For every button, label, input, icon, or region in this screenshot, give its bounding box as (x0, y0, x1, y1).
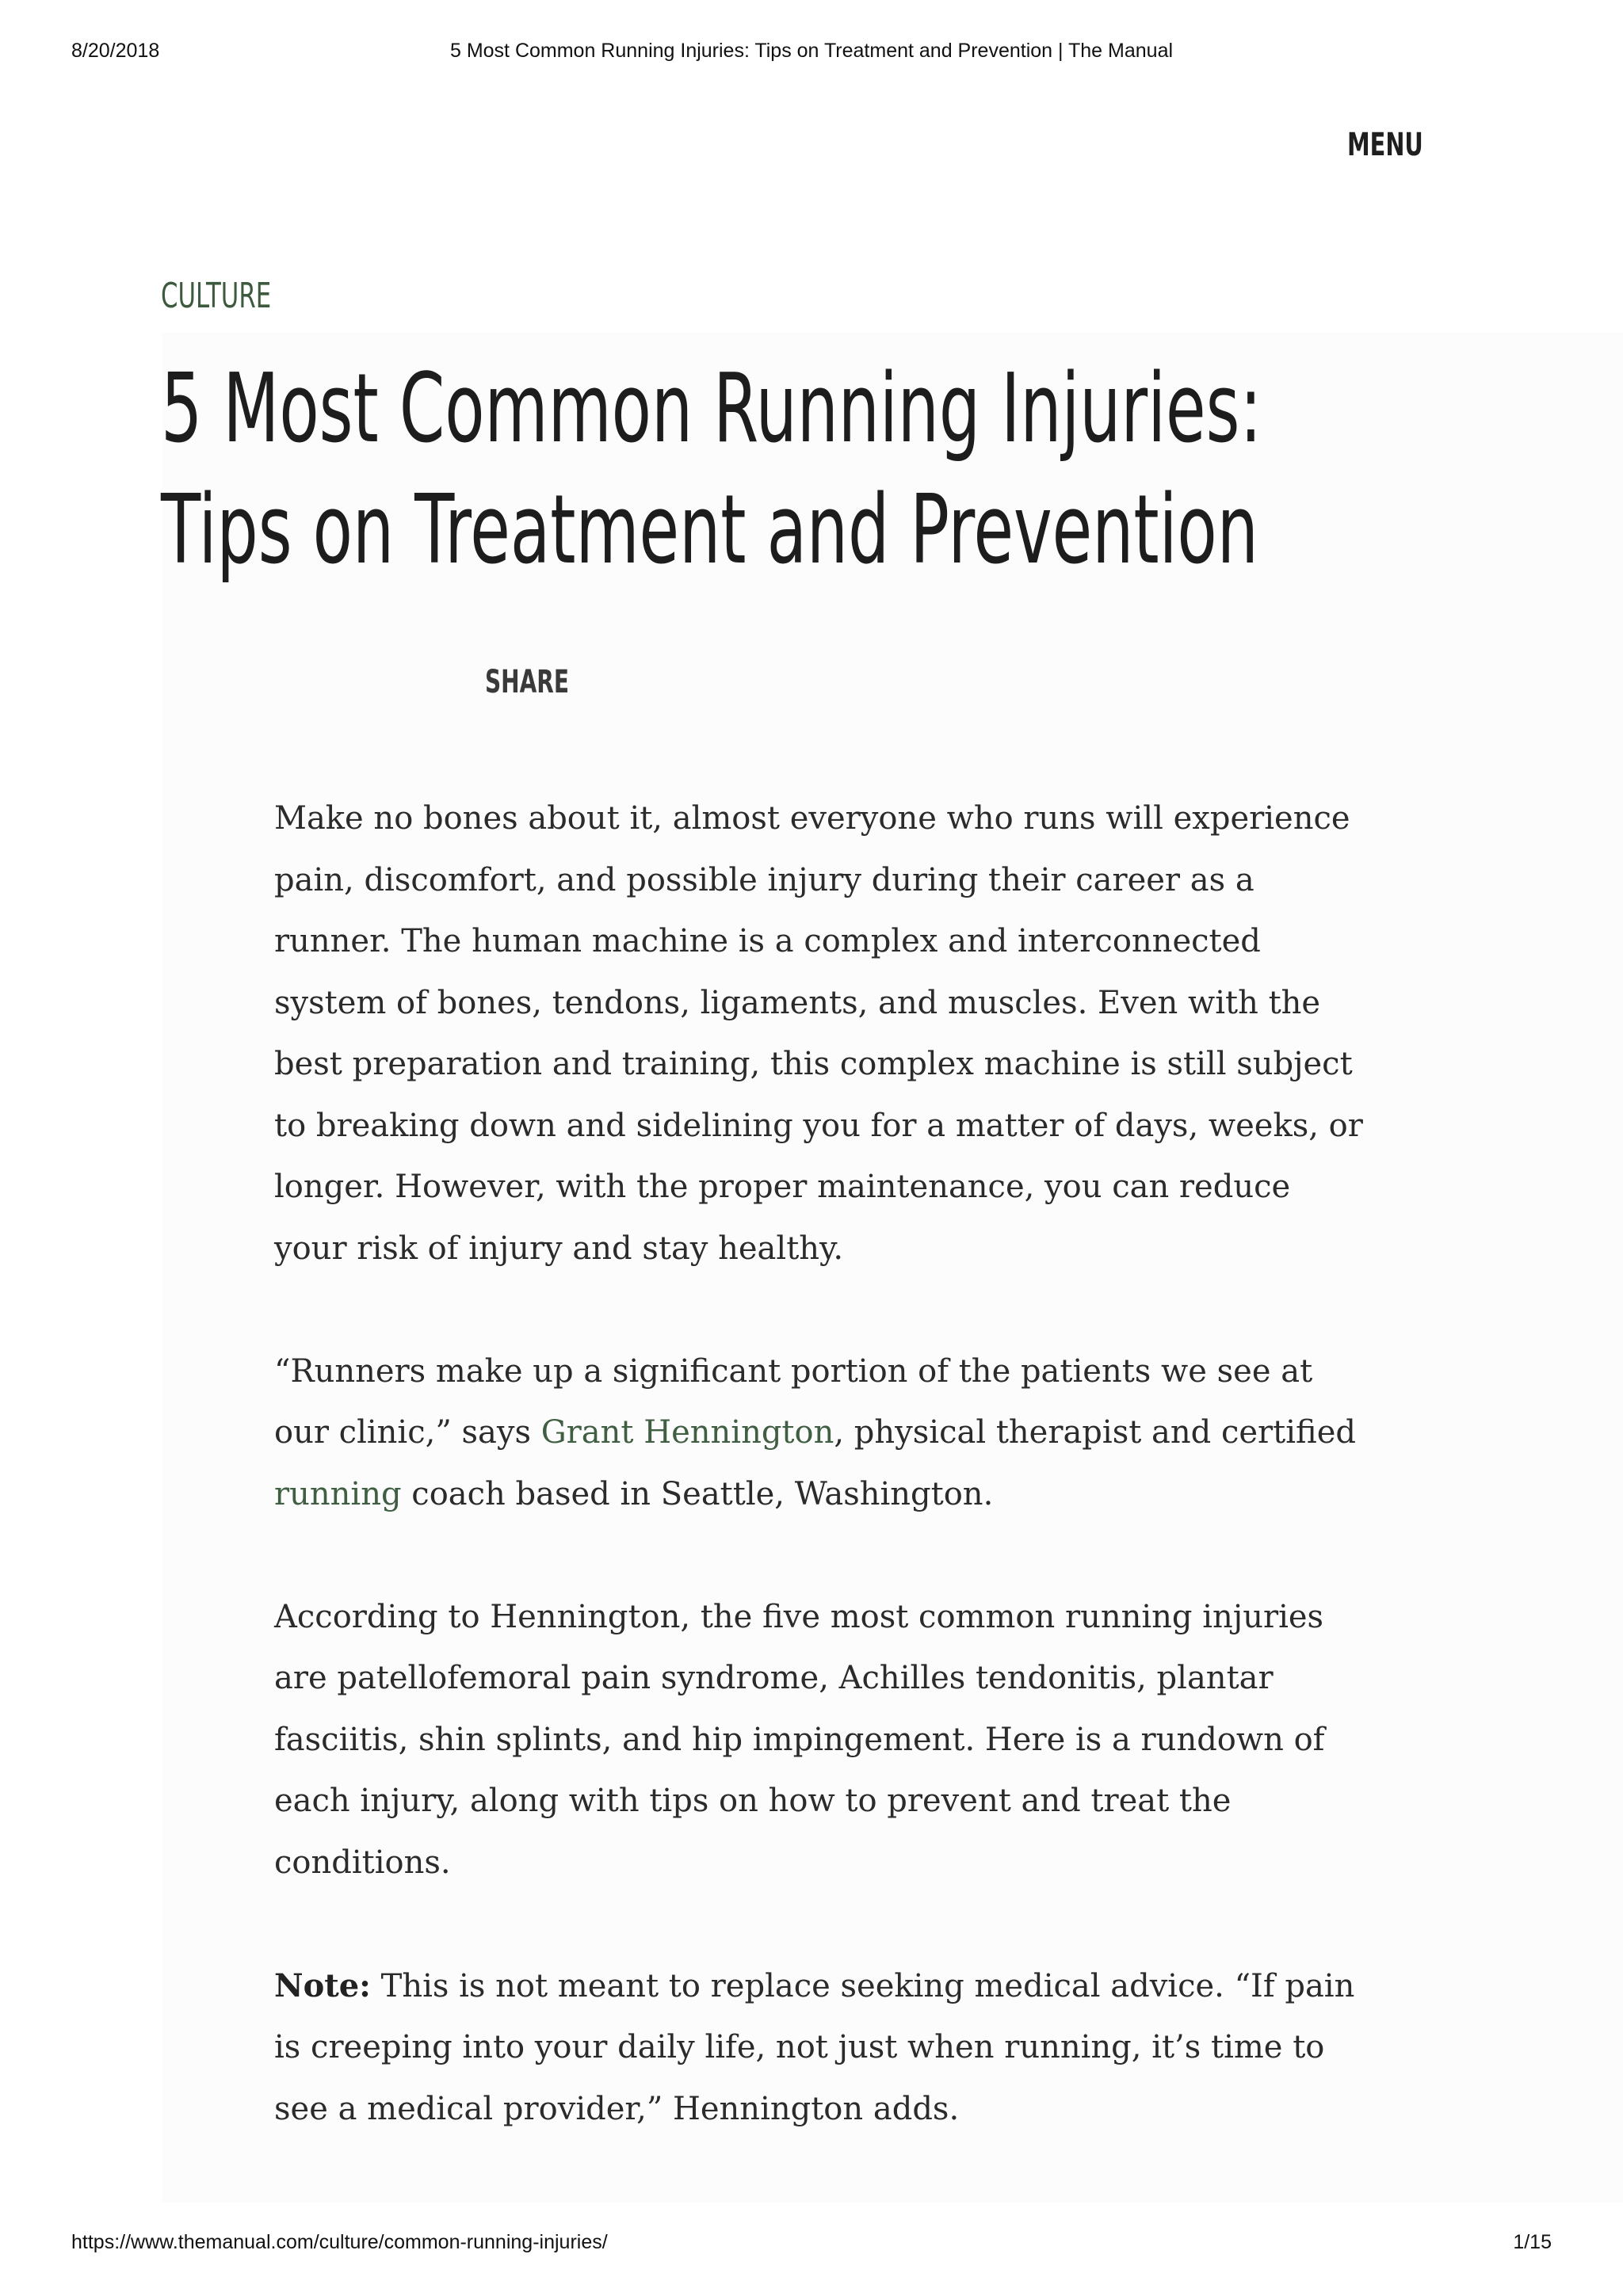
paragraph-injuries-list: According to Hennington, the five most common running injuries are patellofemoral pain syndrome, Achilles tendonitis, plantar fasciitis, shin splints, and hip impingement. Here is a rundown of each injury, along with tips on how to prevent and treat the conditions. (274, 1598, 1325, 1881)
grant-hennington-link[interactable]: Grant Hennington (540, 1414, 834, 1451)
paragraph-note (274, 1955, 1368, 2141)
print-footer (0, 2231, 1623, 2258)
print-url: https://www.themanual.com/culture/common-running-injuries/ (71, 2231, 608, 2253)
print-page-number: 1/15 (1513, 2231, 1552, 2253)
menu-button[interactable]: MENU (1347, 127, 1423, 163)
running-link[interactable]: running (274, 1475, 402, 1512)
article-body (274, 788, 1368, 2202)
quote-text-start: “Runners make up a significant portion of the patients we see at our clinic,” says (274, 1352, 1313, 1451)
quote-text-middle: , physical therapist and certified (834, 1414, 1356, 1451)
note-label: Note: (274, 1966, 371, 2004)
article-title: 5 Most Common Running Injuries: Tips on Treatment and Prevention (161, 354, 1262, 585)
print-document-title: 5 Most Common Running Injuries: Tips on Treatment and Prevention | The Manual (449, 40, 1174, 62)
paragraph-intro: Make no bones about it, almost everyone who runs will experience pain, discomfort, and possible injury during their career as a runner. The human machine is a complex and interconnected system of bones, tendons, ligaments, and muscles. Even with the best preparation and training, this complex machine is still subject to breaking down and sidelining you for a matter of days, weeks, or longer. However, with the proper maintenance, you can reduce your risk of injury and stay healthy. (274, 800, 1363, 1267)
quote-text-end: coach based in Seattle, Washington. (401, 1475, 994, 1512)
print-header (0, 40, 1623, 67)
print-date: 8/20/2018 (71, 40, 160, 62)
note-text: This is not meant to replace seeking medical advice. “If pain is creeping into your daily life, not just when running, it’s time to see a medical provider,” Hennington adds. (274, 1967, 1355, 2127)
share-label: SHARE (485, 664, 569, 700)
paragraph-quote (274, 1341, 1368, 1526)
category-link[interactable]: CULTURE (161, 276, 272, 316)
